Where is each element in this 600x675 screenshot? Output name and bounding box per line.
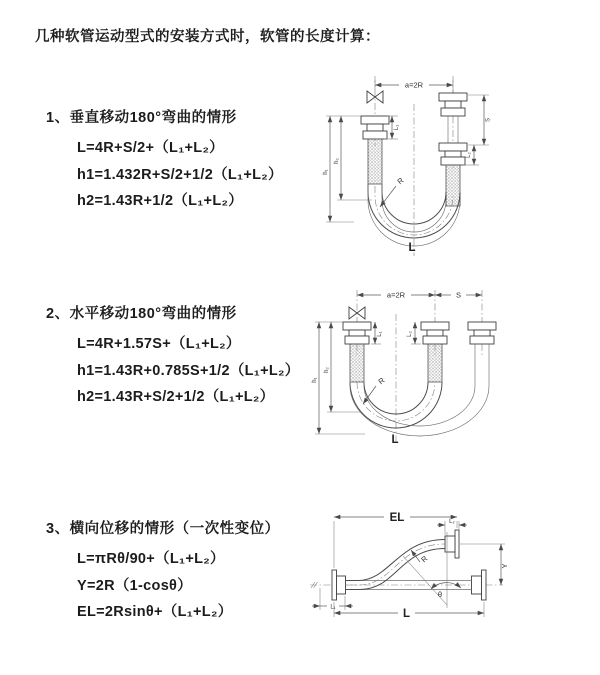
- formula-line: h2=1.43R+S/2+1/2（L₁+L₂）: [77, 389, 275, 405]
- radius-callout: [363, 375, 387, 404]
- dim-label-s: S: [485, 117, 492, 123]
- section-2: [46, 302, 300, 411]
- dim-label-l2: L₂: [407, 331, 413, 337]
- diagram-horizontal-travel-180: [305, 282, 600, 477]
- formula-line: h2=1.43R+1/2（L₁+L₂）: [77, 193, 244, 209]
- dimension-l: [334, 602, 484, 620]
- dim-label-s: S: [455, 290, 462, 300]
- dimension-a2r: [375, 80, 453, 93]
- left-flange-fitting: [361, 116, 389, 139]
- formula-line: L=4R+1.57S+（L₁+L₂）: [77, 336, 241, 352]
- radius-callout: [380, 175, 406, 207]
- left-flange-fitting: [332, 570, 346, 600]
- dim-label-length: L: [408, 242, 416, 254]
- formula-line: EL=2Rsinθ+（L₁+L₂）: [77, 604, 233, 620]
- right-flange-fitting: [468, 322, 496, 344]
- section-3-formulas: [77, 546, 280, 626]
- dim-label-l1: L₁: [330, 604, 336, 611]
- section-1: [46, 106, 283, 215]
- dimension-l2: [407, 322, 421, 344]
- dimension-s: [468, 95, 492, 145]
- section-3-heading: 3、横向位移的情形（一次性变位）: [46, 521, 280, 537]
- dim-label-l1: L₁: [377, 331, 383, 337]
- section-1-heading: 1、垂直移动180°弯曲的情形: [46, 110, 237, 126]
- dim-label-h2: h₂: [324, 367, 330, 373]
- hose-s-curve: [346, 540, 446, 590]
- dim-label-length: L: [391, 434, 399, 446]
- dim-label-l2: L₂: [466, 152, 472, 158]
- dimension-h1: [323, 116, 361, 222]
- braid-section: [428, 344, 442, 382]
- section-2-number: 2、: [46, 306, 70, 322]
- right-flange-fitting-lower: [439, 143, 467, 165]
- dim-label-a2r: a=2R: [404, 80, 424, 90]
- dim-label-theta: θ: [437, 590, 443, 599]
- dim-label-r: R: [376, 375, 387, 387]
- section-1-number: 1、: [46, 110, 70, 126]
- section-1-formulas: [77, 135, 283, 215]
- dim-label-el: EL: [389, 512, 405, 524]
- diagram-vertical-travel-180: [308, 66, 593, 261]
- braid-section: [350, 344, 364, 382]
- dimension-l2: [437, 519, 467, 535]
- formula-line: h1=1.43R+0.785S+1/2（L₁+L₂）: [77, 362, 300, 379]
- dim-label-l2: L₂: [449, 519, 455, 525]
- section-3-number: 3、: [46, 521, 70, 537]
- right-flange-fitting: [472, 570, 487, 600]
- dimension-a2r: [357, 291, 435, 300]
- diagram-lateral-displacement: [298, 492, 600, 657]
- formula-line: L=4R+S/2+（L₁+L₂）: [77, 140, 224, 156]
- dimension-l1: [371, 322, 383, 344]
- dim-label-h1: h₁: [312, 377, 318, 383]
- hose-u-bend: [350, 358, 489, 436]
- dim-label-h2: h₂: [334, 158, 340, 164]
- middle-flange-fitting: [421, 322, 449, 344]
- formula-line: L=πRθ/90+（L₁+L₂）: [77, 551, 225, 567]
- page-title: 几种软管运动型式的安装方式时，软管的长度计算：: [35, 29, 380, 45]
- formula-line: h1=1.432R+S/2+1/2（L₁+L₂）: [77, 166, 283, 183]
- dim-label-a2r: a=2R: [386, 290, 406, 300]
- right-flange-fitting-upper: [439, 93, 467, 116]
- dim-label-l1: L₁: [394, 124, 400, 131]
- section-3: [46, 517, 280, 626]
- dim-label-r: R: [419, 553, 430, 565]
- dimension-s: [435, 291, 482, 300]
- dim-label-y: Y: [500, 563, 509, 569]
- dimension-h2: [334, 116, 372, 200]
- left-flange-fitting: [343, 322, 371, 344]
- dim-label-length: L: [402, 608, 411, 620]
- braid-section: [368, 139, 382, 184]
- dim-label-r: R: [395, 175, 406, 187]
- formula-line: Y=2R（1-cosθ）: [77, 577, 192, 594]
- section-2-formulas: [77, 331, 300, 411]
- dim-label-h1: h₁: [323, 169, 329, 175]
- section-2-heading: 2、水平移动180°弯曲的情形: [46, 306, 237, 322]
